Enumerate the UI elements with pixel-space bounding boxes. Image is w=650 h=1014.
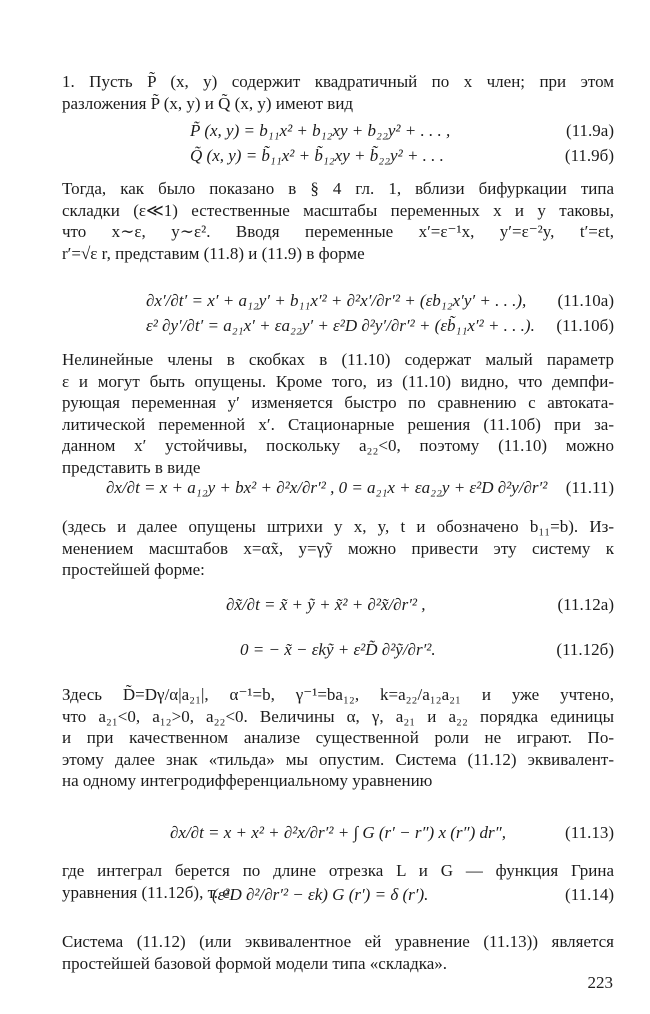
text-line: r′=√ε r, представим (11.8) и (11.9) в форме <box>62 243 365 263</box>
text-line: простейшей форме: <box>62 560 205 580</box>
equation-number: (11.12б) <box>556 640 614 659</box>
paragraph-tilde <box>62 684 614 792</box>
text-line: складки (ε≪1) естественные масштабы переменных x и y таковы, <box>62 200 614 220</box>
equation-11-9b: Q̃ (x, y) = b̃₁₁x² + b̃₁₂xy + b̃₂₂y² + . . . (11.9б) <box>190 146 614 165</box>
text-line: представить в виде <box>62 457 201 477</box>
text-line: Здесь D̃=Dγ/α|a₂₁|, α⁻¹=b, γ⁻¹=ba₁₂, k=a₂₂/a₁₂a₂₁ и уже учтено, <box>62 685 614 704</box>
equation-number: (11.13) <box>565 823 614 842</box>
equation-number: (11.14) <box>565 885 614 904</box>
equation-number: (11.9a) <box>566 121 614 140</box>
equation-number: (11.11) <box>565 478 614 497</box>
equation-11-12b: 0 = − x̃ − εkỹ + ε²D̃ ∂²ỹ/∂r′². (11.12б) <box>240 640 614 659</box>
text-line: менением масштабов x=αx̃, y=γỹ можно привести эту систему к <box>62 538 614 558</box>
text-line: Тогда, как было показано в § 4 гл. 1, вблизи бифуркации типа <box>62 179 614 198</box>
text-line: Система (11.12) (или эквивалентное ей уравнение (11.13)) является <box>62 932 614 951</box>
text-line: и при качественном анализе существенной роли не играют. По- <box>62 728 614 748</box>
text-line: 1. Пусть P̃ (x, y) содержит квадратичный по x член; при этом <box>62 72 614 91</box>
paragraph-bifurcation <box>62 178 614 264</box>
text-line: простейшей базовой формой модели типа «складка». <box>62 953 448 973</box>
text-line: ε и могут быть опущены. Кроме того, из (11.10) видно, что демпфи- <box>62 371 614 391</box>
text-line: что x∼ε, y∼ε². Вводя переменные x′=ε⁻¹x, y′=ε⁻²y, t′=εt, <box>62 222 614 242</box>
text-line: литической переменной x′. Стационарные решения (11.10б) при за- <box>62 414 614 434</box>
equation-number: (11.10б) <box>556 316 614 335</box>
text-line: на одному интегродифференциальному уравнению <box>62 771 433 791</box>
text-line: уравнения (11.12б), т. е. <box>62 882 235 902</box>
text-line: разложения P̃ (x, y) и Q̃ (x, y) имеют вид <box>62 93 354 113</box>
equation-number: (11.10a) <box>557 291 614 310</box>
text-line: что a₂₁<0, a₁₂>0, a₂₂<0. Величины α, γ, a₂₁ и a₂₂ порядка единицы <box>62 706 614 726</box>
text-line: этому далее знак «тильда» мы опустим. Система (11.12) эквивалент- <box>62 749 614 769</box>
text-line: рующая переменная y′ изменяется быстро по сравнению с автоката- <box>62 393 614 413</box>
equation-11-14: (ε²D ∂²/∂r′² − εk) G (r′) = δ (r′). (11.14) <box>212 885 614 904</box>
equation-11-13: ∂x/∂t = x + x² + ∂²x/∂r′² + ∫ G (r′ − r″) x (r″) dr″, (11.13) <box>170 823 614 842</box>
equation-11-12a: ∂x̃/∂t = x̃ + ỹ + x̃² + ∂²x̃/∂r′² , (11.12a) <box>226 595 614 614</box>
paragraph-rescaling <box>62 516 614 581</box>
equation-11-10b: ε² ∂y′/∂t′ = a₂₁x′ + εa₂₂y′ + ε²D ∂²y′/∂r′² + (εb̃₁₁x′² + . . .). (11.10б) <box>146 316 614 335</box>
equation-11-10a: ∂x′/∂t′ = x′ + a₁₂y′ + b₁₁x′² + ∂²x′/∂r′² + (εb₁₂x′y′ + . . .), (11.10a) <box>146 291 614 310</box>
equation-number: (11.12a) <box>557 595 614 614</box>
paragraph-intro <box>62 71 614 114</box>
paragraph-conclusion <box>62 931 614 974</box>
text-line: Нелинейные члены в скобках в (11.10) содержат малый параметр <box>62 350 614 369</box>
text-line: (здесь и далее опущены штрихи у x, y, t и обозначено b₁₁=b). Из- <box>62 517 614 536</box>
equation-number: (11.9б) <box>564 146 614 165</box>
equation-11-11: ∂x/∂t = x + a₁₂y + bx² + ∂²x/∂r′² , 0 = a₂₁x + εa₂₂y + ε²D ∂²y/∂r′² (11.11) <box>106 478 614 497</box>
text-line: данном x′ устойчивы, поскольку a₂₂<0, поэтому (11.10) можно <box>62 436 614 456</box>
page-number: 223 <box>587 973 613 992</box>
paragraph-nonlinear <box>62 349 614 479</box>
text-line: где интеграл берется по длине отрезка L и G — функция Грина <box>62 861 614 880</box>
equation-11-9a: P̃ (x, y) = b₁₁x² + b₁₂xy + b₂₂y² + . . . , (11.9a) <box>190 121 614 140</box>
